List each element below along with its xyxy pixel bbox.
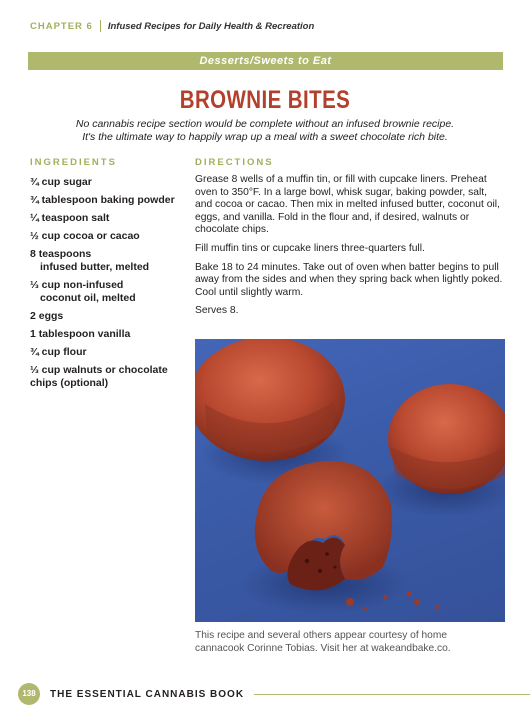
ingredient-item: 8 teaspoons infused butter, melted <box>30 248 150 273</box>
ingredient-item: ¾ cup sugar <box>30 176 92 188</box>
chapter-title: Infused Recipes for Daily Health & Recreation <box>107 20 315 32</box>
footer-rule <box>254 694 530 695</box>
ingredient-item: ¾ tablespoon baking powder <box>30 194 175 206</box>
intro-line: It's the ultimate way to happily wrap up a meal with a sweet chocolate rich bite. <box>82 131 448 143</box>
photo-caption <box>195 630 505 655</box>
direction-step: Grease 8 wells of a muffin tin, or fill with cupcake liners. Preheat oven to 350°F. In a large bowl, whisk sugar, baking powder, salt, and cocoa or cacao. Then mix in melted infused butter, coconut oil, eggs, and vanilla. Fold in the flour and, if desired, walnuts or chocolate chips. <box>195 174 500 236</box>
recipe-intro <box>0 118 530 144</box>
directions-label: DIRECTIONS <box>195 157 274 168</box>
ingredient-item: ⅓ cup walnuts or chocolate chips (optional) <box>30 364 168 389</box>
brownie-bites-photo <box>195 339 505 622</box>
ingredients-label: INGREDIENTS <box>30 157 117 168</box>
direction-step: Bake 18 to 24 minutes. Take out of oven when batter begins to pull away from the sides and when they spring back when lightly poked. Cool until slightly warm. <box>195 261 503 298</box>
directions-text <box>195 174 505 324</box>
direction-step: Fill muffin tins or cupcake liners three-quarters full. <box>195 242 425 254</box>
caption-line: This recipe and several others appear courtesy of home <box>195 630 447 641</box>
page-number: 138 <box>18 683 40 705</box>
chapter-header <box>30 17 505 35</box>
intro-line: No cannabis recipe section would be complete without an infused brownie recipe. <box>75 118 455 130</box>
recipe-title: BROWNIE BITES <box>179 86 351 114</box>
ingredient-item: ¾ cup flour <box>30 346 87 358</box>
ingredient-item: ½ cup cocoa or cacao <box>30 230 140 242</box>
direction-step: Serves 8. <box>195 305 239 317</box>
ingredient-item: 1 tablespoon vanilla <box>30 328 131 340</box>
section-banner: Desserts/Sweets to Eat <box>28 52 503 70</box>
ingredient-item: ⅓ cup non-infused coconut oil, melted <box>30 279 136 304</box>
ingredient-item: ¼ teaspoon salt <box>30 212 110 224</box>
caption-line: cannacook Corinne Tobias. Visit her at wakeandbake.co. <box>195 642 451 654</box>
page-footer <box>18 683 530 705</box>
chapter-label: CHAPTER 6 <box>30 20 93 32</box>
book-title: THE ESSENTIAL CANNABIS BOOK <box>50 688 245 700</box>
ingredient-item: 2 eggs <box>30 310 64 322</box>
brownie-illustration <box>195 339 505 622</box>
ingredients-list <box>30 176 190 395</box>
chapter-divider <box>100 20 101 32</box>
